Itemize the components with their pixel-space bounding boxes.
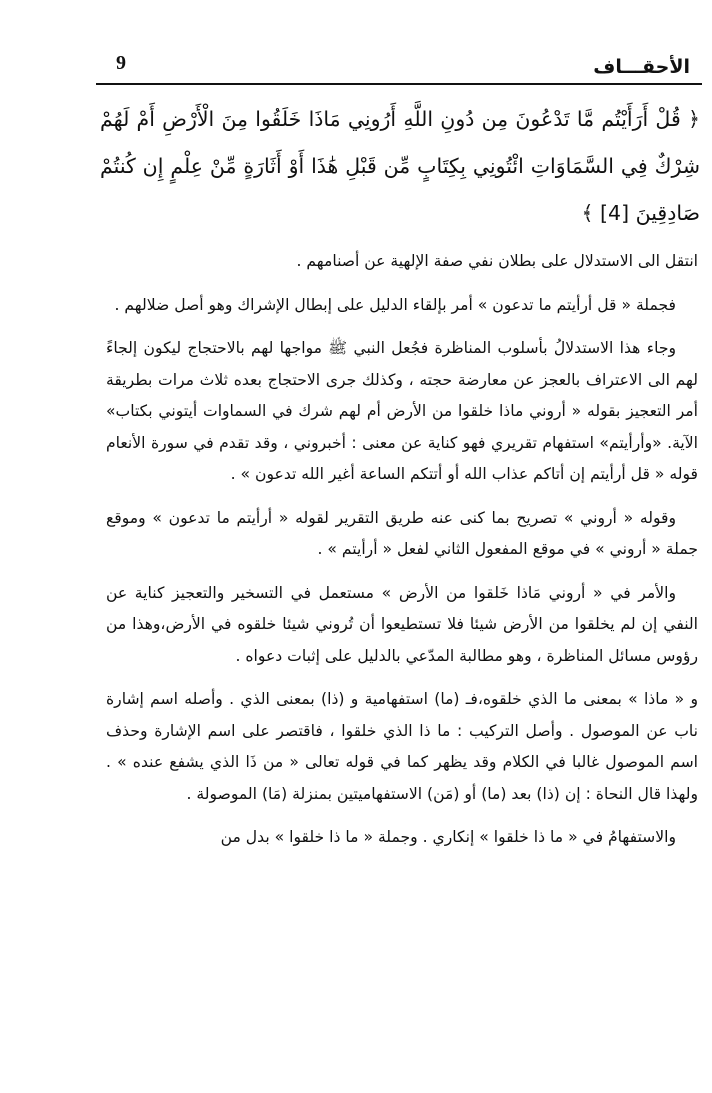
verse-close-bracket: ﴾ bbox=[581, 201, 594, 225]
page-number: 9 bbox=[116, 52, 126, 74]
surah-title: الأحقـــاف bbox=[593, 56, 690, 78]
verse-number: [4] bbox=[600, 201, 630, 225]
paragraph-2: فجملة « قل أرأيتم ما تدعون » أمر بإلقاء الدليل على إبطال الإشراك وهو أصل ضلالهم . bbox=[114, 295, 676, 314]
paragraph-5: والأمر في « أروني مَاذا خَلقوا من الأرض » مستعمل في التسخير والتعجيز كناية عن النفي إن لم يخلقوا من الأرض شيئا فلا تستطيعوا أن تُروني شيئا خلقوه في الأرض،وهذا من رؤوس مسائل المناظرة ، وهو مطالبة المدّعي بالدليل على إثبات دعواه . bbox=[106, 583, 698, 665]
verse-open-bracket: ﴿ bbox=[687, 107, 700, 131]
paragraph-3: وجاء هذا الاستدلالُ بأسلوب المناظرة فجُعل النبي ﷺ مواجها لهم بالاحتجاج ليكون إلجاءً لهم الى الاعتراف بالعجز عن معارضة حجته ، وكذلك جرى الاحتجاج بعده ثلاث مرات بطريقة أمر التعجيز بقوله « أروني ماذا خلقوا من الأرض أم لهم شرك في السماوات أيتوني بكتاب» الآية. «وأرأيتم» استفهام تقريري فهو كناية عن معنى : أخبروني ، وقد تقدم في سورة الأنعام قوله « قل أرأيتم إن أتاكم عذاب الله أو أتتكم الساعة أغير الله تدعون » . bbox=[106, 339, 698, 483]
quran-verse bbox=[100, 96, 700, 237]
commentary-body bbox=[106, 246, 698, 866]
header-rule bbox=[96, 83, 702, 85]
paragraph-6: و « ماذا » بمعنى ما الذي خلقوه،فـ (ما) استفهامية و (ذا) بمعنى الذي . وأصله اسم إشارة ناب عن الموصول . وأصل التركيب : ما ذا الذي خلقوا ، فاقتصر على اسم الإشارة وحذف اسم الموصول غالبا في الكلام وقد يظهر كما في قوله تعالى « من ذَا الذي يشفع عنده » . ولهذا قال النحاة : إن (ذا) بعد (ما) أو (مَن) الاستفهاميتين بمنزلة (مَا) الموصولة . bbox=[106, 690, 698, 803]
page-header bbox=[96, 50, 702, 86]
paragraph-7: والاستفهامُ في « ما ذا خلقوا » إنكاري . وجملة « ما ذا خلقوا » بدل من bbox=[220, 828, 676, 846]
verse-text: قُلْ أَرَأَيْتُم مَّا تَدْعُونَ مِن دُونِ اللَّهِ أَرُونِي مَاذَا خَلَقُوا مِنَ الْأَرْضِ أَمْ لَهُمْ شِرْكٌ فِي السَّمَاوَاتِ ائْتُونِي بِكِتَابٍ مِّن قَبْلِ هَٰذَا أَوْ أَثَارَةٍ مِّنْ عِلْمٍ إِن كُنتُمْ صَادِقِينَ bbox=[100, 107, 700, 225]
paragraph-4: وقوله « أروني » تصريح بما كنى عنه طريق التقرير لقوله « أرأيتم ما تدعون » وموقع جملة « أروني » في موقع المفعول الثاني لفعل « أرأيتم » . bbox=[106, 508, 698, 558]
paragraph-1: انتقل الى الاستدلال على بطلان نفي صفة الإلهية عن أصنامهم . bbox=[296, 252, 698, 270]
